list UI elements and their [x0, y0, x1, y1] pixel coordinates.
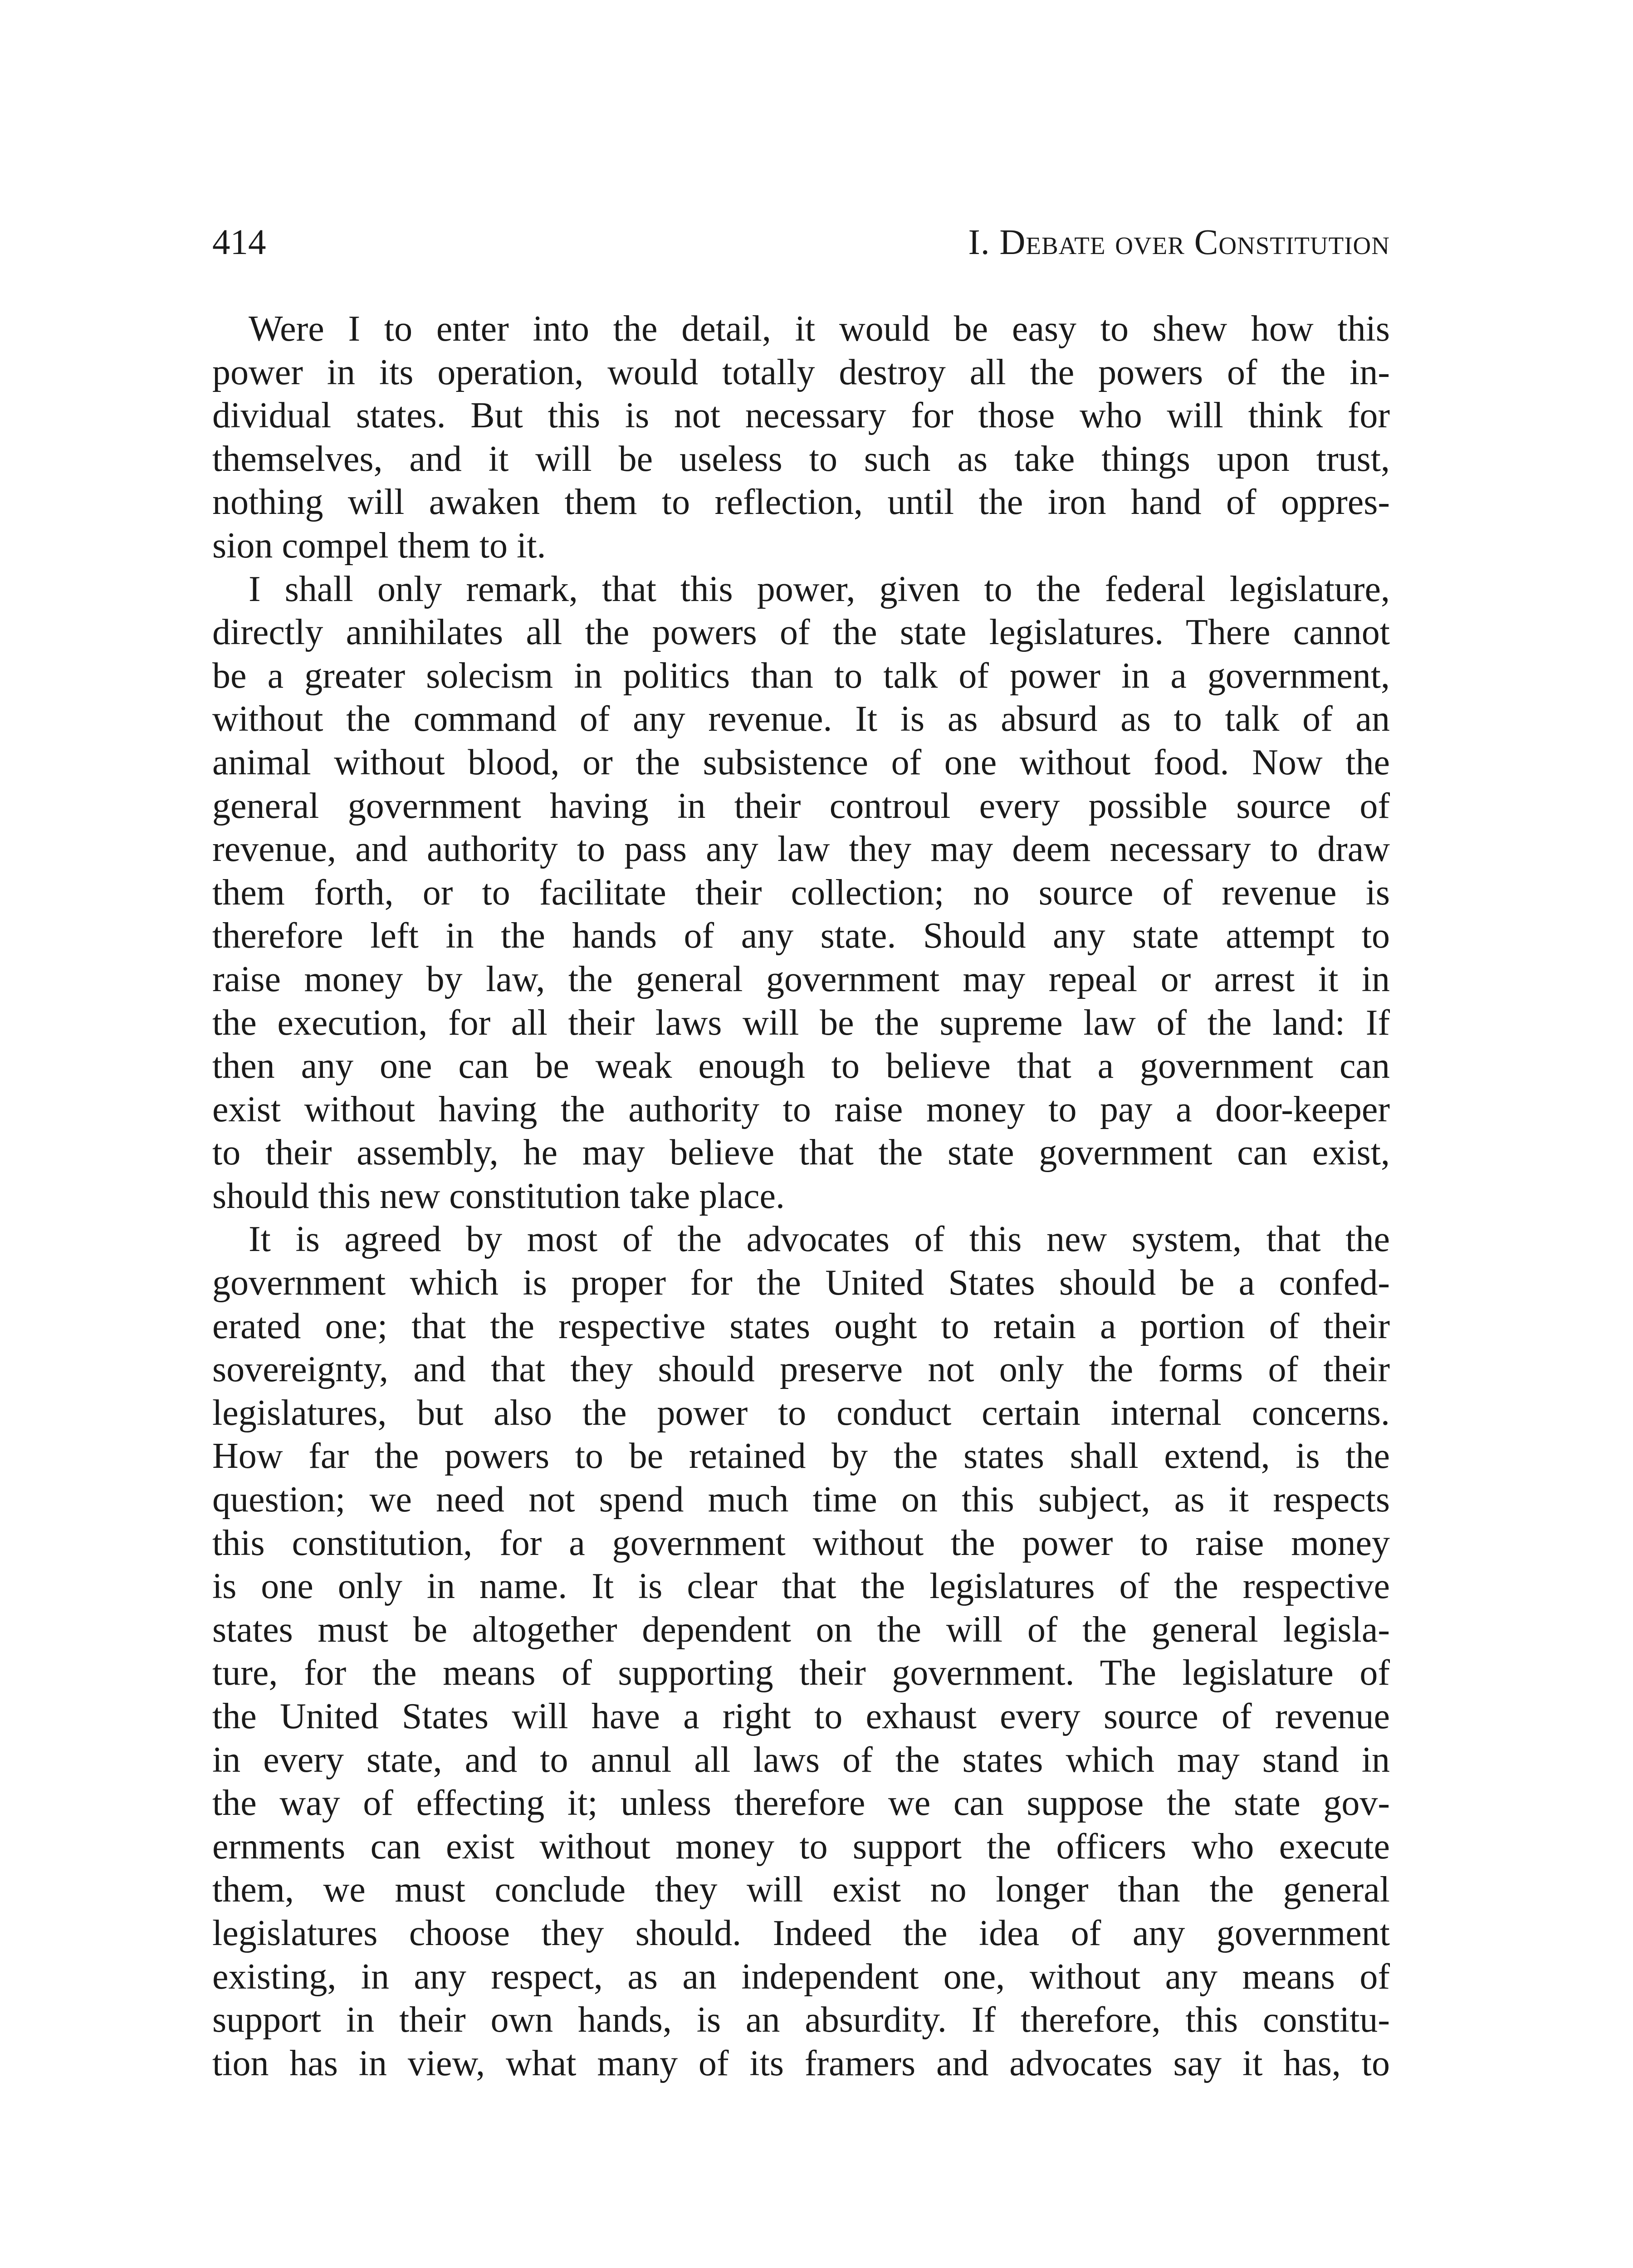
text-line: erated one; that the respective states ought to retain a portion of their [212, 1306, 1390, 1346]
text-line: government which is proper for the United States should be a confed- [212, 1263, 1390, 1303]
text-line: the United States will have a right to exhaust every source of revenue [212, 1696, 1390, 1736]
text-line: ture, for the means of supporting their government. The legislature of [212, 1653, 1390, 1693]
text-line: raise money by law, the general government may repeal or arrest it in [212, 959, 1390, 999]
text-line: to their assembly, he may believe that the state government can exist, [212, 1133, 1390, 1173]
body-text [212, 308, 1390, 2085]
text-line: directly annihilates all the powers of the state legislatures. There cannot [212, 612, 1390, 653]
text-line: states must be altogether dependent on the will of the general legisla- [212, 1609, 1390, 1650]
text-line: be a greater solecism in politics than to talk of power in a government, [212, 655, 1390, 696]
text-line: them forth, or to facilitate their collection; no source of revenue is [212, 872, 1390, 913]
text-line: I shall only remark, that this power, given to the federal legislature, [249, 569, 1390, 609]
text-line: existing, in any respect, as an independent one, without any means of [212, 1956, 1390, 1997]
text-line: It is agreed by most of the advocates of this new system, that the [249, 1219, 1390, 1260]
text-line: this constitution, for a government without the power to raise money [212, 1523, 1390, 1563]
text-line: animal without blood, or the subsistence of one without food. Now the [212, 742, 1390, 782]
text-line: legislatures, but also the power to conduct certain internal concerns. [212, 1393, 1390, 1433]
text-line: in every state, and to annul all laws of the states which may stand in [212, 1740, 1390, 1780]
text-line: support in their own hands, is an absurdity. If therefore, this constitu- [212, 2000, 1390, 2040]
text-line: Were I to enter into the detail, it would be easy to shew how this [249, 309, 1390, 349]
text-line: legislatures choose they should. Indeed the idea of any government [212, 1913, 1390, 1953]
text-line: power in its operation, would totally destroy all the powers of the in- [212, 352, 1390, 392]
text-line: the execution, for all their laws will be the supreme law of the land: If [212, 1002, 1390, 1043]
paragraph-2 [212, 568, 1390, 1218]
paragraph-1 [212, 308, 1390, 568]
text-line: should this new constitution take place. [212, 1176, 785, 1216]
text-line: tion has in view, what many of its framers and advocates say it has, to [212, 2043, 1390, 2083]
text-line: revenue, and authority to pass any law they may deem necessary to draw [212, 829, 1390, 870]
paragraph-3 [212, 1218, 1390, 2085]
running-title: I. Debate over Constitution [968, 223, 1390, 262]
text-line: themselves, and it will be useless to such as take things upon trust, [212, 439, 1390, 479]
text-line: the way of effecting it; unless therefore we can suppose the state gov- [212, 1783, 1390, 1823]
text-line: therefore left in the hands of any state. Should any state attempt to [212, 916, 1390, 956]
text-line: general government having in their controul every possible source of [212, 786, 1390, 826]
text-line: without the command of any revenue. It is as absurd as to talk of an [212, 699, 1390, 739]
text-line: ernments can exist without money to support the officers who execute [212, 1826, 1390, 1867]
running-head [212, 218, 1390, 268]
text-line: How far the powers to be retained by the states shall extend, is the [212, 1436, 1390, 1476]
text-line: nothing will awaken them to reflection, until the iron hand of oppres- [212, 482, 1390, 523]
text-line: then any one can be weak enough to believe that a government can [212, 1046, 1390, 1086]
text-line: dividual states. But this is not necessary for those who will think for [212, 396, 1390, 436]
text-line: them, we must conclude they will exist no longer than the general [212, 1870, 1390, 1910]
text-line: exist without having the authority to raise money to pay a door-keeper [212, 1089, 1390, 1129]
page-number: 414 [212, 223, 266, 262]
text-line: question; we need not spend much time on this subject, as it respects [212, 1480, 1390, 1520]
text-line: is one only in name. It is clear that the legislatures of the respective [212, 1566, 1390, 1607]
text-line: sion compel them to it. [212, 525, 546, 566]
text-line: sovereignty, and that they should preserve not only the forms of their [212, 1349, 1390, 1390]
